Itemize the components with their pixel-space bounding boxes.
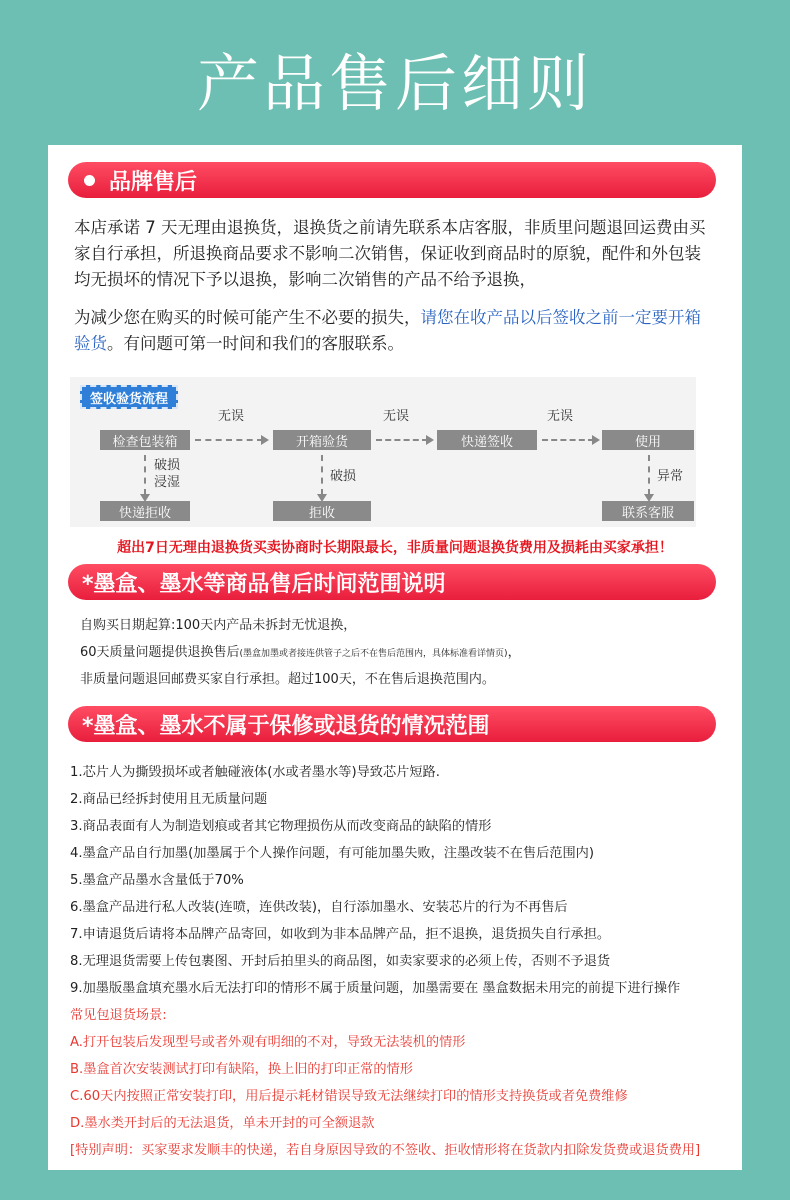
page-title: 产品售后细则 — [196, 47, 593, 120]
branch-wet-text: 浸湿 — [154, 475, 181, 490]
notice-text-a: 为减少您在购买的时候可能产生不必要的损失， — [74, 308, 421, 327]
list-item: 6.墨盒产品进行私人改装(连喷，连供改装)，自行添加墨水、安装芯片的行为不再售后 — [70, 900, 568, 915]
arrow-right-icon — [542, 439, 594, 441]
flow-step-check-box: 检查包装箱 — [100, 430, 190, 450]
content-card — [48, 145, 742, 1170]
arrow-down-icon — [648, 455, 650, 495]
notice-text-highlight: 请您在收产品以后签收之前一定要开箱验货 — [74, 308, 701, 353]
inspection-notice — [74, 305, 714, 357]
return-scenario: C.60天内按照正常安装打印，用后提示耗材错误导致无法继续打印的情形支持换货或者免费维修 — [70, 1089, 628, 1104]
no-error-label-3: 无误 — [547, 409, 574, 424]
line2-end: ， — [507, 645, 521, 660]
list-item: 8.无理退货需要上传包裹图、开封后拍里头的商品图，如卖家要求的必须上传，否则不予退货 — [70, 954, 611, 969]
list-item: 2.商品已经拆封使用且无质量问题 — [70, 792, 268, 807]
list-item: 5.墨盒产品墨水含量低于70% — [70, 873, 244, 888]
no-error-label-1: 无误 — [218, 409, 245, 424]
arrow-right-icon — [195, 439, 263, 441]
no-error-label-2: 无误 — [383, 409, 410, 424]
time-range-line-3: 非质量问题退回邮费买家自行承担。超过100天，不在售后退换范围内。 — [80, 672, 495, 687]
arrow-right-icon — [376, 439, 428, 441]
return-scenario: B.墨盒首次安装测试打印有缺陷，换上旧的打印正常的情形 — [70, 1062, 413, 1077]
branch-label-damaged — [154, 457, 180, 491]
flow-step-contact-service: 联系客服 — [602, 501, 694, 521]
brand-aftersale-header — [68, 162, 716, 198]
flow-tag: 签收验货流程 — [80, 385, 178, 409]
line2-note: (墨盒加墨或者接连供管子之后不在售后范围内，具体标准看详情页) — [239, 649, 508, 659]
flow-step-courier-reject: 快递拒收 — [100, 501, 190, 521]
flow-step-reject: 拒收 — [273, 501, 371, 521]
time-range-line-1: 自购买日期起算:100天内产品未拆封无忧退换， — [80, 618, 357, 633]
section-title: *墨盒、墨水不属于保修或退货的情况范围 — [82, 713, 490, 739]
return-scenario: D.墨水类开封后的无法退货，单未开封的可全额退款 — [70, 1116, 375, 1131]
list-item: 3.商品表面有人为制造划痕或者其它物理损伤从而改变商品的缺陷的情形 — [70, 819, 492, 834]
return-policy-text: 本店承诺 7 天无理由退换货，退换货之前请先联系本店客服，非质里问题退回运费由买家自行承担，所退换商品要求不影响二次销售，保证收到商品时的原貌，配件和外包装均无损坏的情况下予以退换，影响二次销售的产品不给予退换， — [74, 218, 706, 289]
list-item: 1.芯片人为撕毁损坏或者触碰液体(水或者墨水等)导致芯片短路. — [70, 765, 440, 780]
time-range-line-2 — [80, 643, 521, 664]
returns-title: 常见包退货场景: — [70, 1008, 167, 1023]
arrow-down-icon — [144, 455, 146, 495]
section-title: 品牌售后 — [109, 169, 198, 195]
flow-step-use: 使用 — [602, 430, 694, 450]
flow-step-sign: 快递签收 — [437, 430, 537, 450]
branch-label-damaged-2: 破损 — [330, 469, 357, 484]
flow-step-open-box: 开箱验货 — [273, 430, 371, 450]
inspection-flow-diagram — [70, 377, 696, 527]
line2-main: 60天质量问题提供退换售后 — [80, 645, 240, 660]
notice-text-c: 。有问题可第一时间和我们的客服联系。 — [107, 334, 404, 353]
list-item: 9.加墨版墨盒填充墨水后无法打印的情形不属于质量问题，加墨需要在 墨盒数据未用完的前提下进行操作 — [70, 981, 681, 996]
section-title: *墨盒、墨水等商品售后时间范围说明 — [82, 571, 446, 597]
branch-label-abnormal: 异常 — [657, 469, 684, 484]
not-covered-header — [68, 706, 716, 742]
time-range-header — [68, 564, 716, 600]
exclusion-list — [70, 759, 730, 1164]
warning-text: 超出7日无理由退换货买卖协商时长期限最长，非质量问题退换货费用及损耗由买家承担！ — [117, 540, 673, 556]
arrow-down-icon — [321, 455, 323, 495]
list-item: 7.申请退货后请将本品牌产品寄回，如收到为非本品牌产品，拒不退换，退货损失自行承担。 — [70, 927, 611, 942]
branch-damaged-text: 破损 — [154, 458, 181, 473]
return-scenario: A.打开包装后发现型号或者外观有明细的不对，导致无法装机的情形 — [70, 1035, 466, 1050]
bullet-dot-icon — [84, 175, 95, 186]
list-item: 4.墨盒产品自行加墨(加墨属于个人操作问题，有可能加墨失败，注墨改装不在售后范围内) — [70, 846, 594, 861]
special-statement: [特别声明：买家要求发顺丰的快递，若自身原因导致的不签收、拒收情形将在货款内扣除发货费或退货费用] — [70, 1143, 701, 1158]
